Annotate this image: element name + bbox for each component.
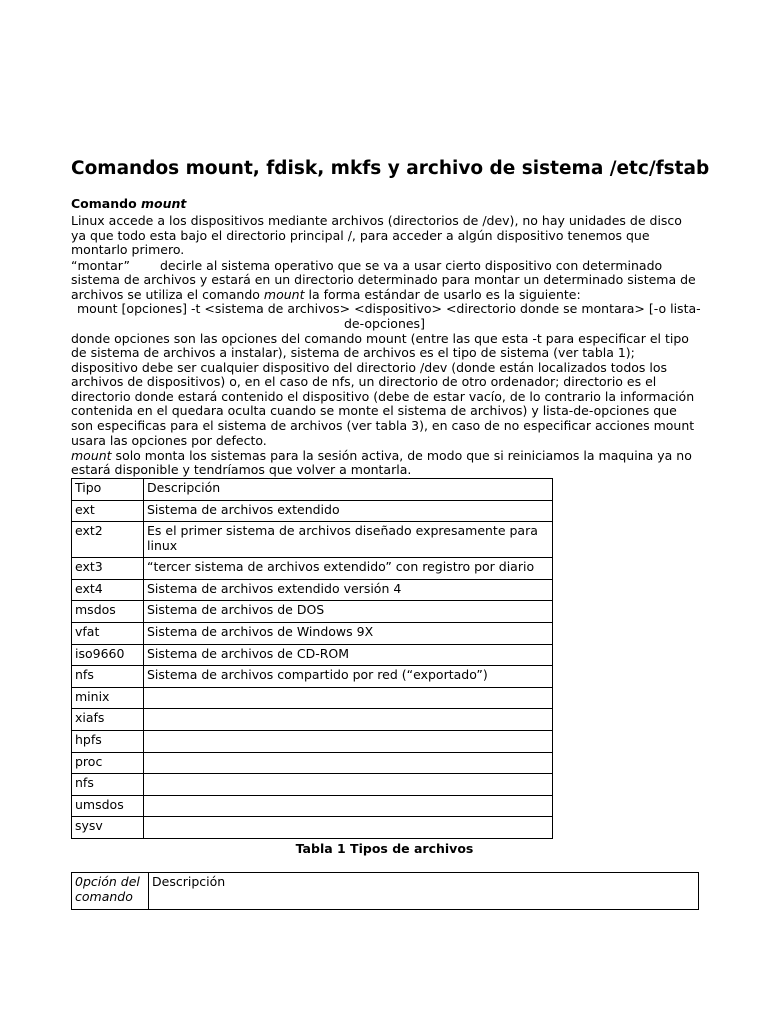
description-cell: Sistema de archivos de CD-ROM (144, 644, 553, 666)
paragraph-options-explained: donde opciones son las opciones del comando mount (entre las que esta -t para especificar el tipo de sistema de archivos a instalar), sistema de archivos es el tipo de sistema (ver tabla 1); dispositivo debe ser cualquier dispositivo del directorio /dev (donde están localizados todos los archivos de dispositivos) o, en el caso de nfs, un directorio de otro ordenador; directorio es el directorio donde estará contenido el dispositivo (debe de estar vacío, de lo contrario la información contenida en el quedara oculta cuando se monte el sistema de archivos) y lista-de-opciones que son especificas para el sistema de archivos (ver tabla 3), en caso de no especificar acciones mount usara las opciones por defecto. (71, 330, 695, 448)
section-heading-command: mount (141, 196, 187, 211)
type-cell: nfs (72, 666, 144, 688)
description-cell: Es el primer sistema de archivos diseñado expresamente para linux (144, 522, 553, 558)
section-heading (71, 195, 186, 213)
type-cell: ext3 (72, 558, 144, 580)
table-row (72, 644, 553, 666)
description-cell (144, 709, 553, 731)
filesystem-types-table-body (72, 479, 553, 839)
section-heading-label: Comando (71, 196, 142, 211)
session-note-text: solo monta los sistemas para la sesión activa, de modo que si reiniciamos la maquina ya no estará disponible y tendríamos que volver a montarla. (71, 447, 692, 478)
type-cell: nfs (72, 774, 144, 796)
syntax-line-2 (71, 317, 699, 332)
table-header-row (72, 873, 699, 910)
type-cell: vfat (72, 622, 144, 644)
description-cell: Sistema de archivos de DOS (144, 601, 553, 623)
type-cell: ext (72, 500, 144, 522)
description-cell: Sistema de archivos extendido (144, 500, 553, 522)
montar-tail: la forma estándar de usarlo es la siguiente: (304, 286, 581, 302)
table-row (72, 752, 553, 774)
description-cell (144, 687, 553, 709)
table-row (72, 774, 553, 796)
table-row (72, 709, 553, 731)
table-row (72, 522, 553, 558)
description-cell: “tercer sistema de archivos extendido” con registro por diario (144, 558, 553, 580)
description-cell: Sistema de archivos extendido versión 4 (144, 579, 553, 601)
type-cell: iso9660 (72, 644, 144, 666)
description-cell (144, 774, 553, 796)
syntax-line-1: mount [opciones] -t <sistema de archivos> <dispositivo> <directorio donde se montara> [-o lista- (77, 301, 701, 316)
command-options-table (71, 872, 699, 910)
syntax-line-2-text: de-opciones] (344, 316, 425, 331)
montar-term: “montar” (71, 257, 130, 273)
description-cell: Sistema de archivos compartido por red (“exportado”) (144, 666, 553, 688)
description-cell: Sistema de archivos de Windows 9X (144, 622, 553, 644)
type-cell: xiafs (72, 709, 144, 731)
montar-definition: decirle al sistema operativo que se va a usar cierto dispositivo con determinado sistema de archivos y estará en un directorio determinado para montar un determinado sistema de archivos se utiliza el comando (71, 257, 696, 302)
description-cell (144, 795, 553, 817)
mount-command-inline: mount (263, 286, 305, 302)
table-row (72, 601, 553, 623)
paragraph-session-note (71, 449, 699, 478)
type-cell: hpfs (72, 730, 144, 752)
filesystem-types-table (71, 478, 553, 839)
table-row (72, 795, 553, 817)
table-row (72, 579, 553, 601)
table-header-cell: Descripción (149, 873, 699, 910)
table-header-row (72, 479, 553, 501)
description-cell (144, 752, 553, 774)
table-row (72, 687, 553, 709)
paragraph-montar (71, 259, 699, 303)
paragraph-intro: Linux accede a los dispositivos mediante archivos (directorios de /dev), no hay unidades de disco ya que todo esta bajo el directorio principal /, para acceder a algún dispositivo tenemos que montarlo primero. (71, 213, 682, 258)
type-cell: proc (72, 752, 144, 774)
type-cell: msdos (72, 601, 144, 623)
type-cell: sysv (72, 817, 144, 839)
type-cell: minix (72, 687, 144, 709)
description-cell (144, 730, 553, 752)
table-header-cell: Descripción (144, 479, 553, 501)
page-title: Comandos mount, fdisk, mkfs y archivo de sistema /etc/fstab (71, 158, 710, 179)
type-cell: umsdos (72, 795, 144, 817)
table-caption: Tabla 1 Tipos de archivos (295, 841, 474, 856)
table-row (72, 500, 553, 522)
type-cell: ext4 (72, 579, 144, 601)
table-row (72, 730, 553, 752)
table-row (72, 817, 553, 839)
table-row (72, 622, 553, 644)
type-cell: ext2 (72, 522, 144, 558)
table-header-cell: 0pción del comando (72, 873, 149, 910)
table-row (72, 558, 553, 580)
table-header-cell: Tipo (72, 479, 144, 501)
description-cell (144, 817, 553, 839)
table-row (72, 666, 553, 688)
mount-command-inline-2: mount (71, 447, 112, 463)
